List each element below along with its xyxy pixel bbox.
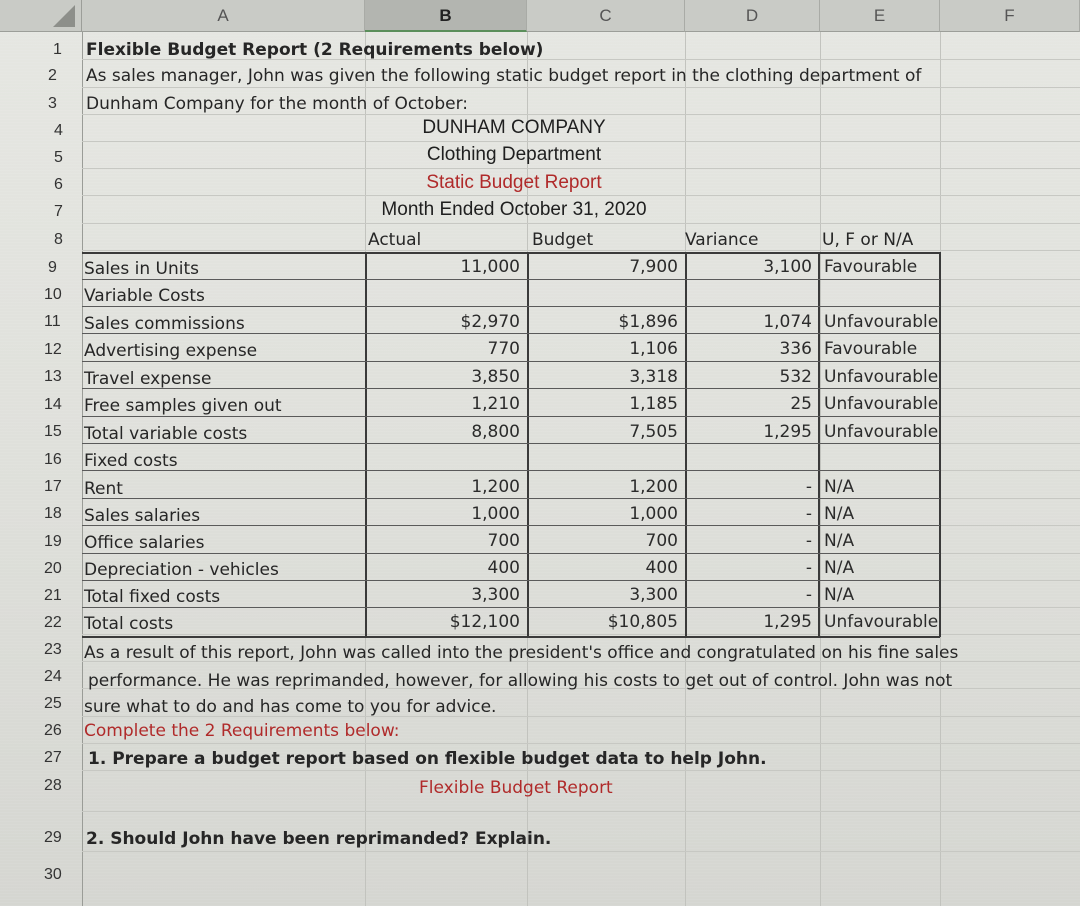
grid-row-line xyxy=(82,770,1080,771)
row-number[interactable]: 2 xyxy=(48,67,57,84)
header-actual: Actual xyxy=(368,230,422,250)
variable-row-actual[interactable]: 1,210 xyxy=(471,394,520,414)
row-number[interactable]: 12 xyxy=(44,341,62,358)
table-top-border xyxy=(82,252,940,254)
sales-units-budget[interactable]: 7,900 xyxy=(629,257,678,277)
sales-units-variance[interactable]: 3,100 xyxy=(763,257,812,277)
fixed-row-variance[interactable]: - xyxy=(805,585,812,605)
fixed-row-budget[interactable]: 3,300 xyxy=(629,585,678,605)
row-number[interactable]: 24 xyxy=(44,668,62,685)
grid-row-line xyxy=(82,250,1080,251)
column-header-a[interactable]: A xyxy=(82,0,365,32)
fixed-row-actual[interactable]: 400 xyxy=(487,558,520,578)
table-row-line xyxy=(82,607,940,608)
row-number[interactable]: 23 xyxy=(44,641,62,658)
fixed-row-variance[interactable]: - xyxy=(805,558,812,578)
row-number[interactable]: 25 xyxy=(44,695,62,712)
grid-row-line xyxy=(82,851,1080,852)
fixed-row-status[interactable]: N/A xyxy=(824,558,855,578)
row-number[interactable]: 19 xyxy=(44,533,62,550)
fixed-row-budget[interactable]: 1,200 xyxy=(629,477,678,497)
fixed-costs-heading: Fixed costs xyxy=(84,451,178,471)
narrative-line-2: performance. He was reprimanded, however, for allowing his costs to get out of control. John was not xyxy=(88,671,953,691)
table-row-line xyxy=(82,580,940,581)
row-number[interactable]: 22 xyxy=(44,614,62,631)
variable-row-budget[interactable]: 1,185 xyxy=(629,394,678,414)
requirement-1: 1. Prepare a budget report based on flexible budget data to help John. xyxy=(88,749,767,769)
flexible-budget-title: Flexible Budget Report xyxy=(419,778,613,798)
variable-row-label: Travel expense xyxy=(84,369,212,389)
fixed-row-label: Sales salaries xyxy=(84,506,201,526)
row-number[interactable]: 11 xyxy=(44,313,61,330)
column-header-e[interactable]: E xyxy=(820,0,940,32)
row-number[interactable]: 1 xyxy=(53,41,62,58)
row-number[interactable]: 9 xyxy=(48,259,57,276)
intro-line-2: Dunham Company for the month of October: xyxy=(86,94,468,114)
variable-row-variance[interactable]: 1,295 xyxy=(763,422,812,442)
variable-row-budget[interactable]: 1,106 xyxy=(629,339,678,359)
variable-row-status[interactable]: Unfavourable xyxy=(824,312,939,332)
header-budget: Budget xyxy=(532,230,594,250)
grid-row-line xyxy=(82,743,1080,744)
row-number[interactable]: 20 xyxy=(44,560,62,577)
row-number[interactable]: 21 xyxy=(44,587,62,604)
fixed-row-actual[interactable]: 700 xyxy=(487,531,520,551)
department-name: Clothing Department xyxy=(426,144,602,165)
select-all-corner[interactable] xyxy=(0,0,82,32)
row-number[interactable]: 8 xyxy=(54,231,63,248)
grid-row-line xyxy=(82,168,1080,169)
report-name: Static Budget Report xyxy=(426,172,602,193)
variable-row-actual[interactable]: 3,850 xyxy=(471,367,520,387)
row-number[interactable]: 14 xyxy=(44,396,62,413)
table-row-line xyxy=(82,306,940,307)
grid-row-line xyxy=(82,223,1080,224)
row-number[interactable]: 30 xyxy=(44,866,62,883)
narrative-line-1: As a result of this report, John was called into the president's office and congratulated on his fine sales xyxy=(84,643,959,663)
variable-row-label: Free samples given out xyxy=(84,396,282,416)
grid-row-line xyxy=(82,87,1080,88)
variable-row-status[interactable]: Favourable xyxy=(824,339,918,359)
sales-units-actual[interactable]: 11,000 xyxy=(460,257,520,277)
row-number[interactable]: 26 xyxy=(44,722,62,739)
column-header-d[interactable]: D xyxy=(685,0,820,32)
header-ufna: U, F or N/A xyxy=(822,230,914,250)
sales-units-status[interactable]: Favourable xyxy=(824,257,918,277)
table-bottom-border xyxy=(82,636,940,638)
variable-row-variance[interactable]: 336 xyxy=(779,339,812,359)
variable-row-budget[interactable]: $1,896 xyxy=(618,312,678,332)
variable-row-variance[interactable]: 1,074 xyxy=(763,312,812,332)
row-number[interactable]: 13 xyxy=(44,368,62,385)
row-number[interactable]: 16 xyxy=(44,451,62,468)
variable-row-budget[interactable]: 3,318 xyxy=(629,367,678,387)
variable-row-variance[interactable]: 532 xyxy=(779,367,812,387)
table-row-line xyxy=(82,525,940,526)
variable-row-budget[interactable]: 7,505 xyxy=(629,422,678,442)
fixed-row-variance[interactable]: - xyxy=(805,531,812,551)
variable-row-actual[interactable]: 770 xyxy=(487,339,520,359)
variable-row-actual[interactable]: $2,970 xyxy=(460,312,520,332)
variable-row-label: Advertising expense xyxy=(84,341,258,361)
fixed-row-budget[interactable]: 700 xyxy=(645,531,678,551)
table-row-line xyxy=(82,470,940,471)
row-number[interactable]: 15 xyxy=(44,423,62,440)
variable-row-status[interactable]: Unfavourable xyxy=(824,422,939,442)
requirements-heading: Complete the 2 Requirements below: xyxy=(84,721,400,741)
row-number[interactable]: 5 xyxy=(54,149,63,166)
variable-row-actual[interactable]: 8,800 xyxy=(471,422,520,442)
fixed-row-label: Office salaries xyxy=(84,533,205,553)
grid-row-line xyxy=(82,811,1080,812)
row-number[interactable]: 27 xyxy=(44,749,62,766)
fixed-row-budget[interactable]: 1,000 xyxy=(629,504,678,524)
grid-row-line xyxy=(82,114,1080,115)
column-header-f[interactable]: F xyxy=(940,0,1080,32)
total-costs-status[interactable]: Unfavourable xyxy=(824,612,939,632)
variable-costs-heading: Variable Costs xyxy=(84,286,205,306)
row-number[interactable]: 18 xyxy=(44,505,62,522)
row-number[interactable]: 3 xyxy=(48,95,57,112)
sales-units-label: Sales in Units xyxy=(84,259,200,279)
select-all-triangle-icon xyxy=(53,5,75,27)
fixed-row-status[interactable]: N/A xyxy=(824,531,855,551)
fixed-row-actual[interactable]: 3,300 xyxy=(471,585,520,605)
row-number[interactable]: 7 xyxy=(54,203,63,220)
grid-row-line xyxy=(82,634,1080,635)
row-number[interactable]: 28 xyxy=(44,777,62,794)
variable-row-variance[interactable]: 25 xyxy=(790,394,812,414)
problem-title: Flexible Budget Report (2 Requirements below) xyxy=(86,40,544,60)
variable-row-status[interactable]: Unfavourable xyxy=(824,367,939,387)
fixed-row-label: Total fixed costs xyxy=(84,587,221,607)
row-number[interactable]: 4 xyxy=(54,122,63,139)
table-row-line xyxy=(82,279,940,280)
table-row-line xyxy=(82,553,940,554)
row-number[interactable]: 6 xyxy=(54,176,63,193)
header-variance: Variance xyxy=(685,230,759,250)
table-row-line xyxy=(82,361,940,362)
requirement-2: 2. Should John have been reprimanded? Explain. xyxy=(86,829,552,849)
row-number[interactable]: 17 xyxy=(44,478,62,495)
fixed-row-status[interactable]: N/A xyxy=(824,585,855,605)
grid-row-line xyxy=(82,141,1080,142)
fixed-row-variance[interactable]: - xyxy=(805,477,812,497)
narrative-line-3: sure what to do and has come to you for advice. xyxy=(84,697,497,717)
variable-row-label: Total variable costs xyxy=(84,424,248,444)
fixed-row-status[interactable]: N/A xyxy=(824,504,855,524)
total-costs-budget[interactable]: $10,805 xyxy=(607,612,678,632)
total-costs-variance[interactable]: 1,295 xyxy=(763,612,812,632)
variable-row-status[interactable]: Unfavourable xyxy=(824,394,939,414)
table-row-line xyxy=(82,416,940,417)
table-row-line xyxy=(82,498,940,499)
column-header-b[interactable]: B xyxy=(365,0,527,32)
fixed-row-label: Depreciation - vehicles xyxy=(84,560,279,580)
total-costs-actual[interactable]: $12,100 xyxy=(449,612,520,632)
total-costs-label: Total costs xyxy=(84,614,174,634)
intro-line-1: As sales manager, John was given the following static budget report in the clothing department of xyxy=(86,66,922,86)
fixed-row-status[interactable]: N/A xyxy=(824,477,855,497)
fixed-row-label: Rent xyxy=(84,479,123,499)
column-header-c[interactable]: C xyxy=(527,0,685,32)
variable-row-label: Sales commissions xyxy=(84,314,245,334)
fixed-row-budget[interactable]: 400 xyxy=(645,558,678,578)
fixed-row-actual[interactable]: 1,000 xyxy=(471,504,520,524)
grid-row-line xyxy=(82,195,1080,196)
company-name: DUNHAM COMPANY xyxy=(422,117,606,138)
row-number[interactable]: 10 xyxy=(44,286,62,303)
fixed-row-actual[interactable]: 1,200 xyxy=(471,477,520,497)
report-period: Month Ended October 31, 2020 xyxy=(381,199,647,220)
fixed-row-variance[interactable]: - xyxy=(805,504,812,524)
row-number[interactable]: 29 xyxy=(44,829,62,846)
